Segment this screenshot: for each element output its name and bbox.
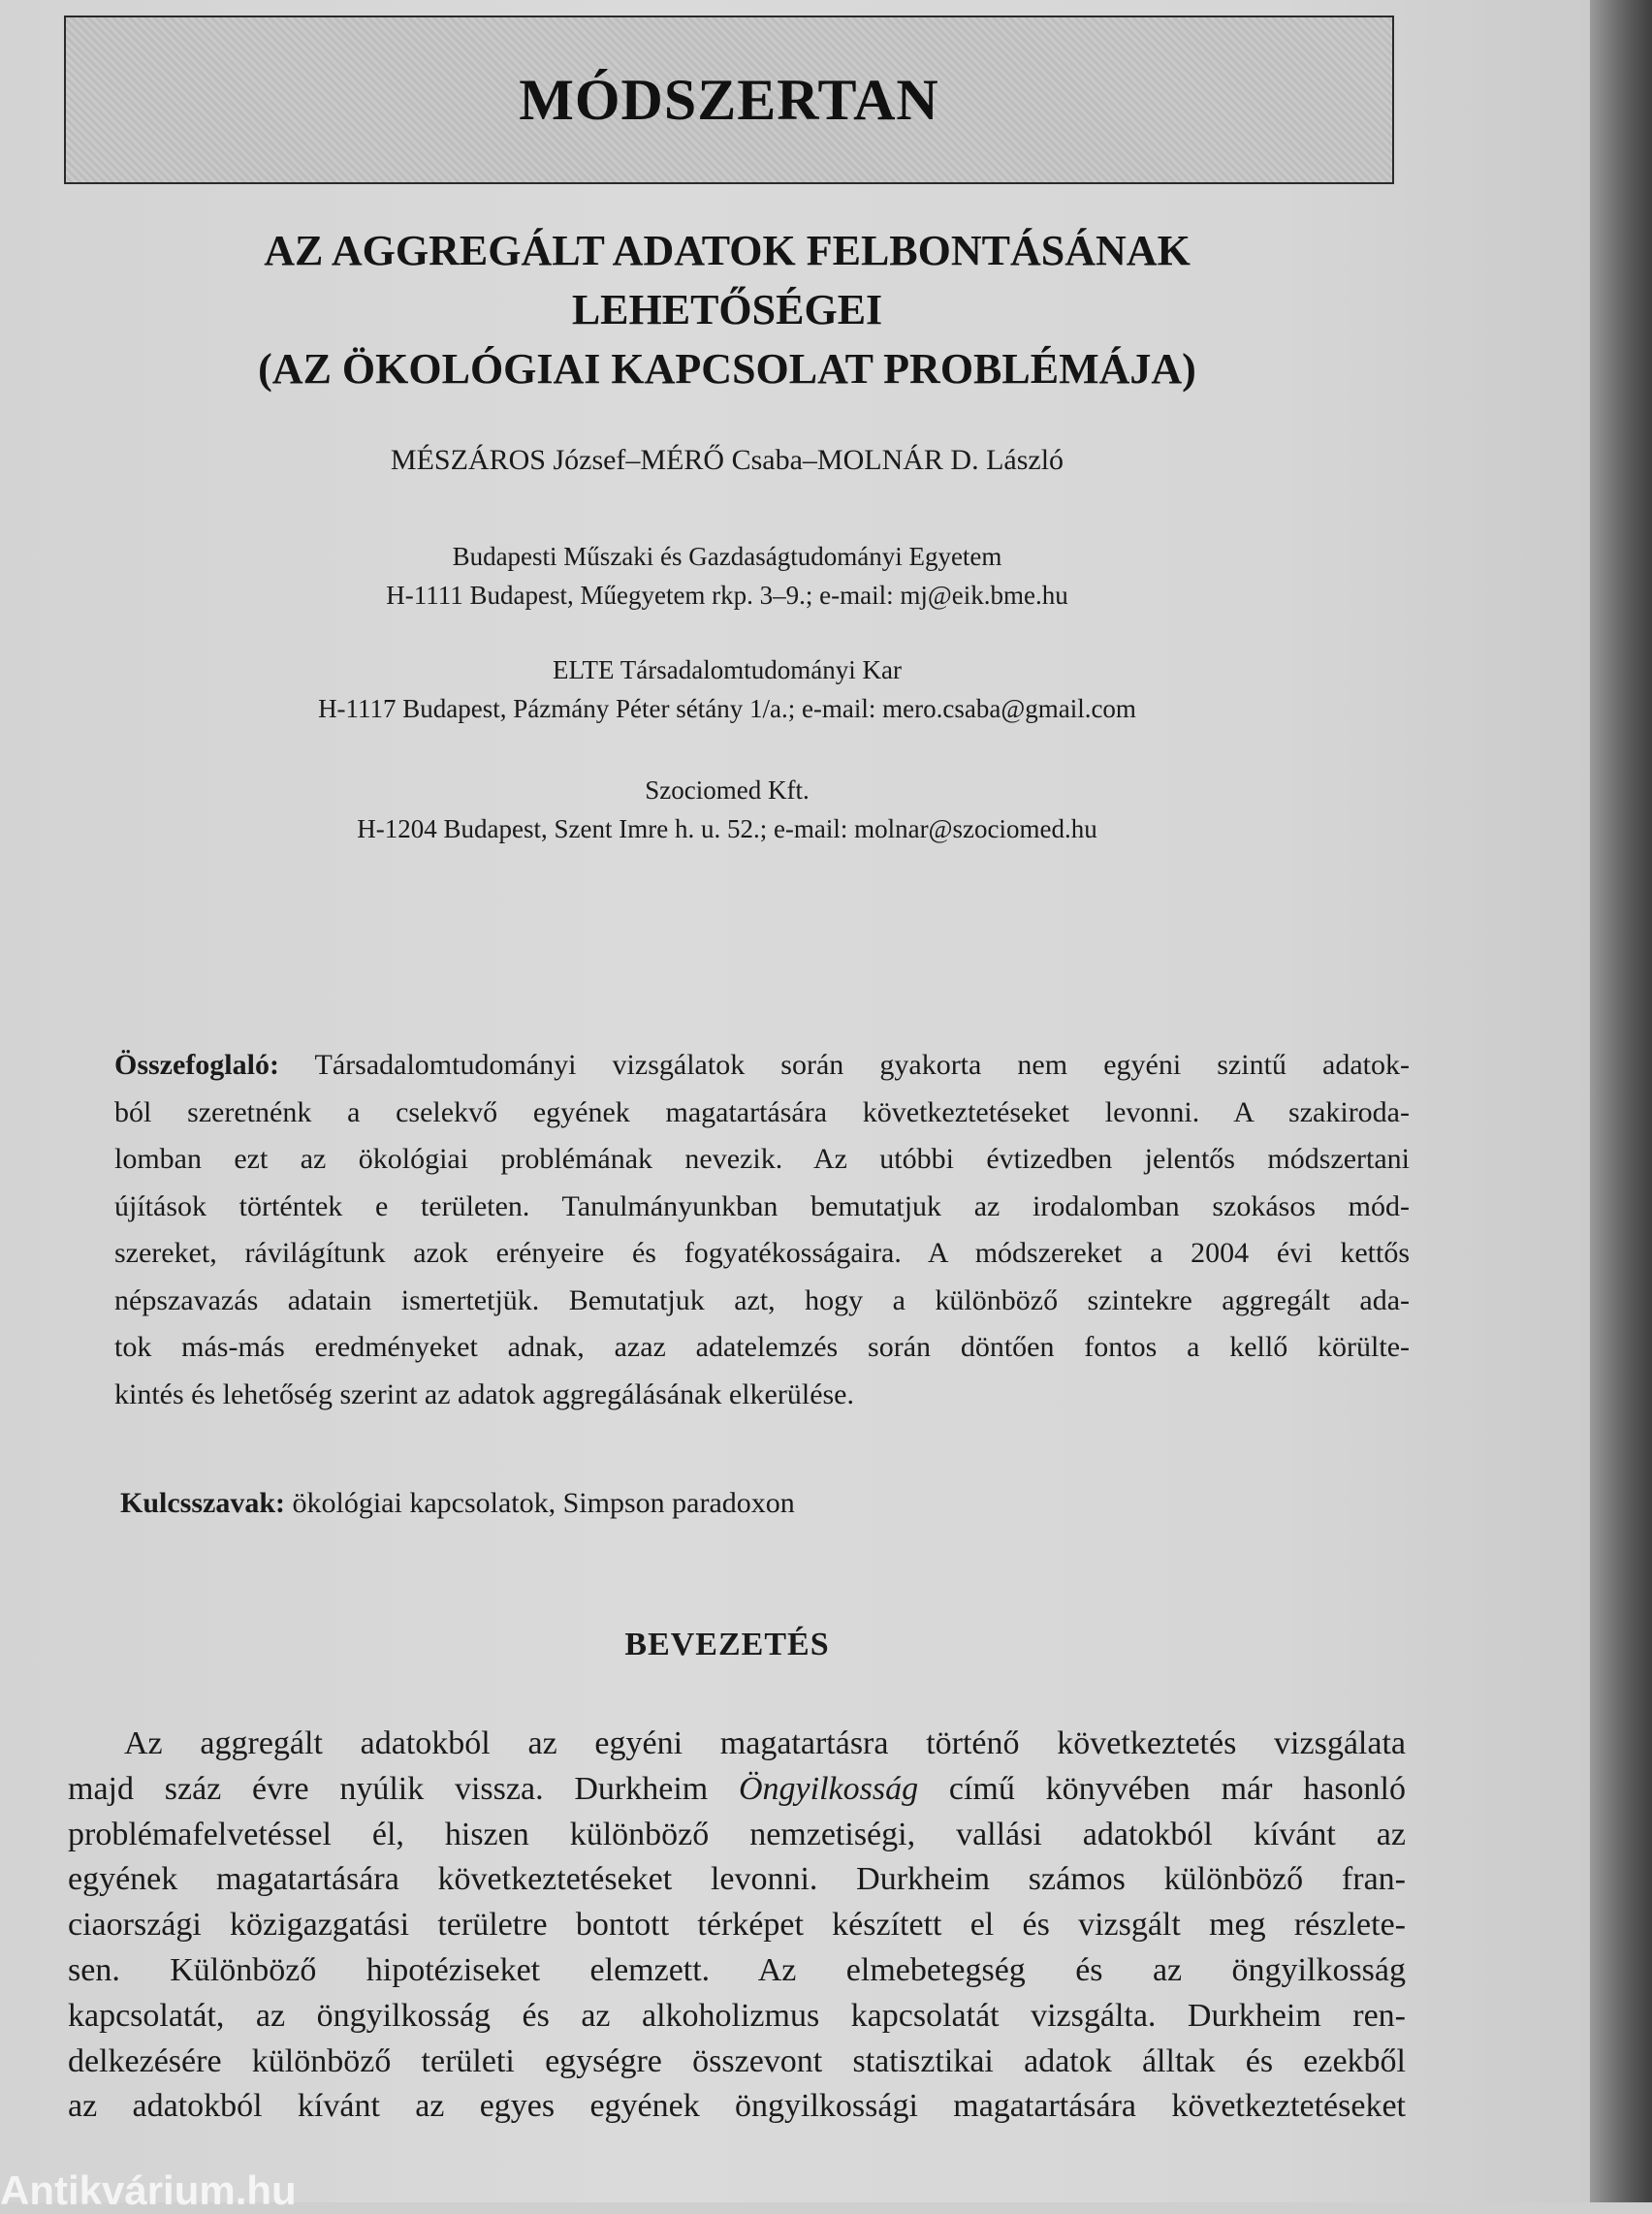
abstract-line: Összefoglaló: Társadalomtudományi vizsgálatok során gyakorta nem egyéni szintű adatok- (114, 1049, 1410, 1081)
body-line: delkezésére különböző területi egységre összevont statisztikai adatok álltak és ezekből (68, 2042, 1406, 2079)
affiliation-bme (126, 537, 1328, 615)
abstract-label: Összefoglaló: (114, 1049, 279, 1081)
affiliation-address: H-1204 Budapest, Szent Imre h. u. 52.; e-mail: molnar@szociomed.hu (357, 814, 1097, 843)
affiliation-address: H-1117 Budapest, Pázmány Péter sétány 1/a.; e-mail: mero.csaba@gmail.com (318, 694, 1136, 723)
keywords-label: Kulcsszavak: (120, 1487, 286, 1519)
affiliation-szociomed (126, 771, 1328, 848)
article-title (126, 221, 1328, 398)
abstract-line: szereket, rávilágítunk azok erényeire és fogyatékosságaira. A módszereket a 2004 évi kettős (114, 1237, 1410, 1269)
body-line: sen. Különböző hipotéziseket elemzett. Az elmebetegség és az öngyilkosság (68, 1951, 1406, 1988)
abstract-line: kintés és lehetőség szerint az adatok aggregálásának elkerülése. (114, 1377, 854, 1410)
author-list: MÉSZÁROS József–MÉRŐ Csaba–MOLNÁR D. László (390, 444, 1064, 476)
abstract-line: tok más-más eredményeket adnak, azaz adatelemzés során döntően fontos a kellő körülte- (114, 1331, 1410, 1363)
body-line: egyének magatartására következtetéseket levonni. Durkheim számos különböző fran- (68, 1861, 1406, 1898)
affiliation-name: ELTE Társadalomtudományi Kar (553, 655, 902, 684)
body-line: majd száz évre nyúlik vissza. Durkheim Öngyilkosság című könyvében már hasonló (68, 1770, 1406, 1807)
keywords-value: ökológiai kapcsolatok, Simpson paradoxon (292, 1487, 795, 1519)
affiliation-elte (126, 650, 1328, 728)
book-title: Öngyilkosság (739, 1770, 919, 1807)
banner-title: MÓDSZERTAN (519, 67, 939, 132)
abstract-line: lomban ezt az ökológiai problémának nevezik. Az utóbbi évtizedben jelentős módszertani (114, 1143, 1410, 1175)
title-line: AZ AGGREGÁLT ADATOK FELBONTÁSÁNAK (264, 227, 1191, 274)
body-line: problémafelvetéssel él, hiszen különböző nemzetiségi, vallási adatokból kívánt az (68, 1816, 1406, 1852)
section-heading: BEVEZETÉS (624, 1627, 830, 1662)
affiliation-address: H-1111 Budapest, Műegyetem rkp. 3–9.; e-mail: mj@eik.bme.hu (386, 581, 1068, 610)
body-line: az adatokból kívánt az egyes egyének öngyilkossági magatartására következtetéseket (68, 2088, 1406, 2125)
abstract-line: újítások történtek e területen. Tanulmányunkban bemutatjuk az irodalomban szokásos mód- (114, 1189, 1410, 1222)
watermark: Antikvárium.hu (0, 2167, 297, 2213)
page-edge (1590, 0, 1652, 2202)
body-line: Az aggregált adatokból az egyéni magatartásra történő következtetés vizsgálata (124, 1725, 1406, 1761)
body-paragraph (68, 1722, 1406, 2130)
affiliation-name: Szociomed Kft. (645, 775, 810, 805)
abstract (114, 1042, 1410, 1418)
body-line: kapcsolatát, az öngyilkosság és az alkoholizmus kapcsolatát vizsgálta. Durkheim ren- (68, 1997, 1406, 2034)
section-banner (64, 16, 1394, 184)
title-line: LEHETŐSÉGEI (571, 286, 883, 333)
keywords (120, 1487, 795, 1520)
affiliation-name: Budapesti Műszaki és Gazdaságtudományi Egyetem (452, 542, 1002, 571)
body-line: ciaországi közigazgatási területre bontott térképet készített el és vizsgált meg részlete- (68, 1907, 1406, 1944)
title-line: (AZ ÖKOLÓGIAI KAPCSOLAT PROBLÉMÁJA) (258, 345, 1196, 393)
abstract-line: ból szeretnénk a cselekvő egyének magatartására következtetéseket levonni. A szakiroda- (114, 1095, 1410, 1128)
abstract-line: népszavazás adatain ismertetjük. Bemutatjuk azt, hogy a különböző szintekre aggregált ada- (114, 1283, 1410, 1316)
